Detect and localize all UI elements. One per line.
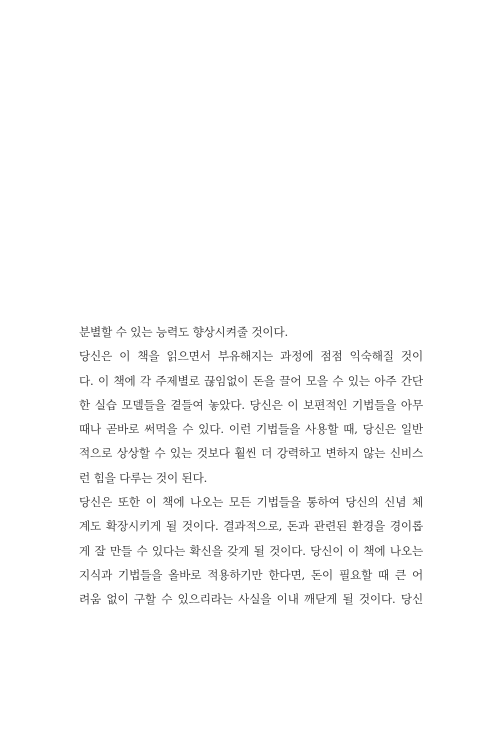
text-line: 당신은 이 책을 읽으면서 부유해지는 과정에 점점 익숙해질 것이: [79, 349, 423, 364]
text-line: 당신은 또한 이 책에 나오는 모든 기법들을 통하여 당신의 신념 체: [79, 495, 423, 510]
text-line: 게 잘 만들 수 있다는 확신을 갖게 될 것이다. 당신이 이 책에 나오는: [79, 543, 423, 558]
text-line: 런 힘을 다루는 것이 된다.: [79, 470, 208, 485]
text-line: 계도 확장시키게 될 것이다. 결과적으로, 돈과 관련된 환경을 경이롭: [79, 519, 423, 534]
text-line: 지식과 기법들을 올바로 적용하기만 한다면, 돈이 필요할 때 큰 어: [79, 567, 423, 582]
body-text: [79, 320, 423, 612]
text-line: 려움 없이 구할 수 있으리라는 사실을 이내 깨닫게 될 것이다. 당신: [79, 592, 423, 607]
text-line: 한 실습 모델들을 곁들여 놓았다. 당신은 이 보편적인 기법들을 아무: [79, 397, 423, 412]
text-line: 다. 이 책에 각 주제별로 끊임없이 돈을 끌어 모을 수 있는 아주 간단: [79, 373, 423, 388]
text-line: 때나 곧바로 써먹을 수 있다. 이런 기법들을 사용할 때, 당신은 일반: [79, 422, 423, 437]
text-line: 적으로 상상할 수 있는 것보다 훨씬 더 강력하고 변하지 않는 신비스: [79, 446, 423, 461]
text-line: 분별할 수 있는 능력도 향상시켜줄 것이다.: [79, 325, 289, 339]
